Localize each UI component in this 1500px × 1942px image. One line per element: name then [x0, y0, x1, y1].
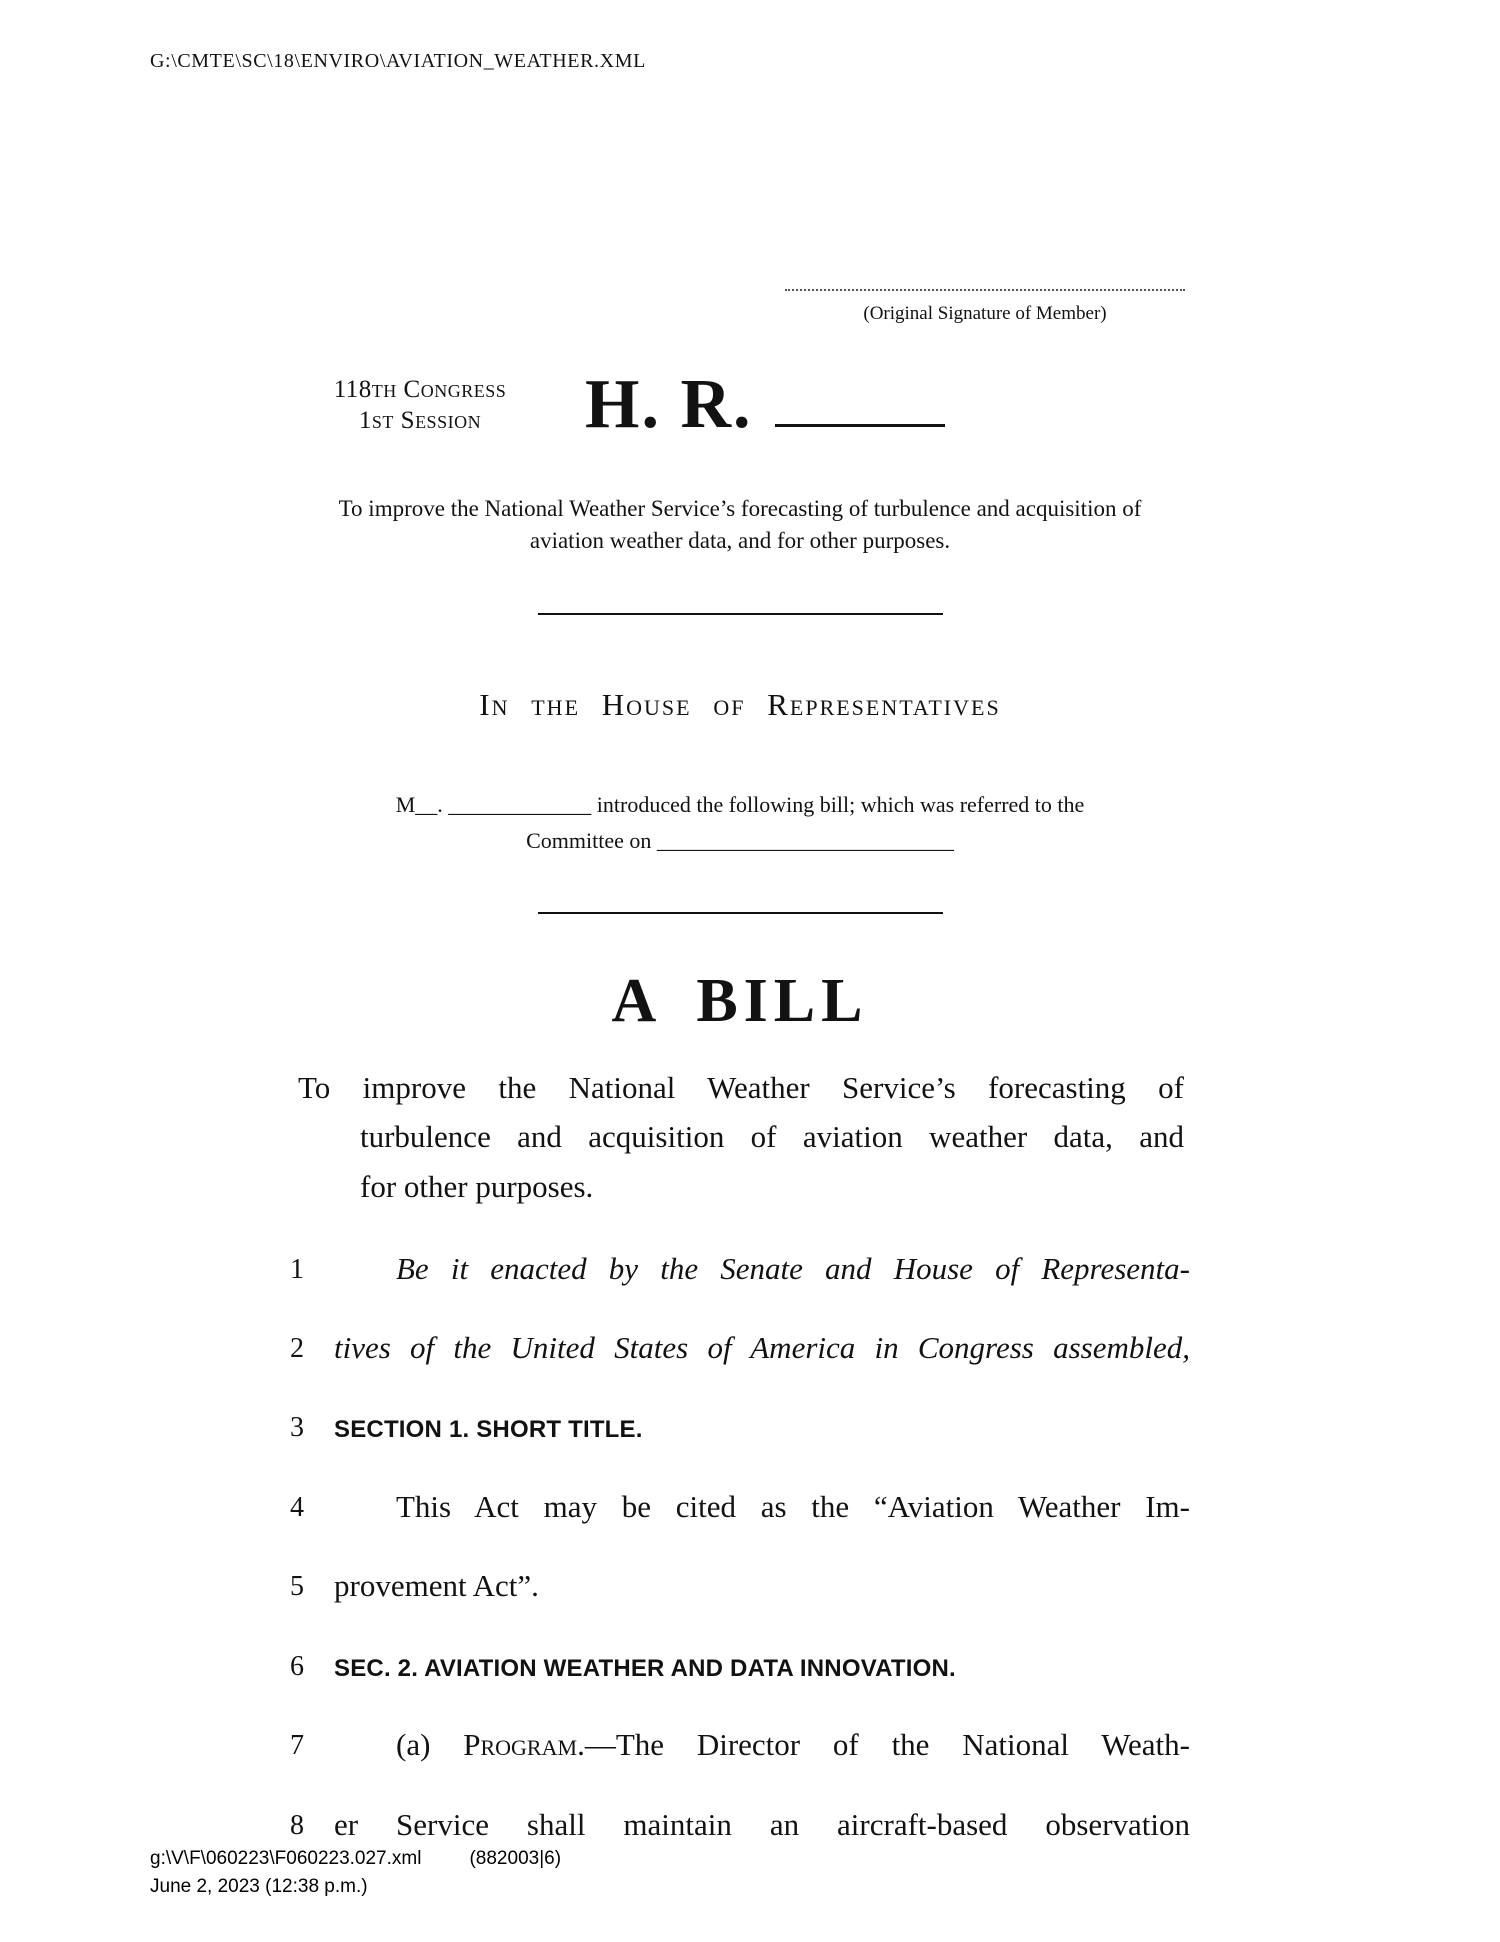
bill-title-row: [290, 365, 1190, 445]
congress-label: 118th Congress: [333, 375, 507, 403]
bill-line-1: [290, 1252, 1190, 1285]
line-text: (a) Program.—The Director of the National Weath-: [396, 1727, 1190, 1763]
bill-line-2: [290, 1331, 1190, 1364]
line-text: Be it enacted by the Senate and House of Representa-: [396, 1250, 1190, 1286]
line-number: 7: [290, 1730, 304, 1762]
footer-code: (882003|6): [469, 1848, 562, 1869]
bill-number-blank: [775, 372, 945, 427]
line-number: 5: [290, 1571, 304, 1603]
bill-prefix: H. R.: [585, 366, 753, 443]
footer-row-1: [150, 1845, 561, 1873]
bill-body-lines: [290, 1252, 1190, 1842]
line-text: er Service shall maintain an aircraft-based observation: [334, 1806, 1190, 1842]
line-number: 8: [290, 1809, 304, 1841]
signature-block: [785, 288, 1185, 325]
line-number: 4: [290, 1491, 304, 1523]
bill-heading: A BILL: [611, 966, 869, 1035]
signature-line: [785, 288, 1185, 291]
line-number: 3: [290, 1412, 304, 1444]
divider-rule-top: [538, 613, 943, 615]
line-text: tives of the United States of America in Congress assembled,: [334, 1330, 1190, 1365]
bill-line-3: [290, 1410, 1190, 1443]
bill-line-7: [290, 1728, 1190, 1761]
long-title-line: To improve the National Weather Service’s forecasting of: [298, 1069, 1184, 1105]
introduction-block: [290, 787, 1190, 857]
line-text: This Act may be cited as the “Aviation Weather Im-: [396, 1488, 1190, 1524]
bill-line-5: [290, 1569, 1190, 1602]
preamble-text: To improve the National Weather Service’s forecasting of turbulence and acquisition of aviation weather data, and for other purposes.: [338, 496, 1142, 554]
introduction-line-1: M__. _____________ introduced the following bill; which was referred to the: [395, 792, 1085, 818]
bill-line-8: [290, 1808, 1190, 1841]
bill-line-6: [290, 1649, 1190, 1682]
document-body: [290, 0, 1190, 1887]
long-title-line: turbulence and acquisition of aviation weather data, and: [360, 1119, 1184, 1155]
footer-date: June 2, 2023 (12:38 p.m.): [150, 1875, 368, 1897]
line-text: SECTION 1. SHORT TITLE.: [334, 1416, 643, 1444]
file-path-header: G:\CMTE\SC\18\ENVIRO\AVIATION_WEATHER.XML: [150, 50, 646, 72]
line-number: 2: [290, 1333, 304, 1364]
signature-caption: (Original Signature of Member): [863, 303, 1107, 324]
chamber-heading: In the House of Representatives: [479, 687, 1001, 723]
long-title-line: for other purposes.: [360, 1168, 594, 1204]
line-text: SEC. 2. AVIATION WEATHER AND DATA INNOVATION.: [334, 1654, 956, 1682]
line-text: provement Act”.: [334, 1568, 539, 1604]
line-number: 6: [290, 1650, 304, 1682]
line-number: 1: [290, 1253, 304, 1285]
session-label: 1st Session: [358, 406, 482, 434]
bill-number-block: [585, 365, 945, 445]
footer-file-path: g:\V\F\060223\F060223.027.xml: [150, 1848, 422, 1869]
draft-footer: [150, 1845, 561, 1900]
divider-rule-bottom: [538, 912, 943, 914]
congress-session-block: [290, 376, 550, 435]
introduction-line-2: Committee on ___________________________: [526, 827, 954, 853]
bill-line-4: [290, 1490, 1190, 1523]
long-title: [290, 1063, 1184, 1212]
